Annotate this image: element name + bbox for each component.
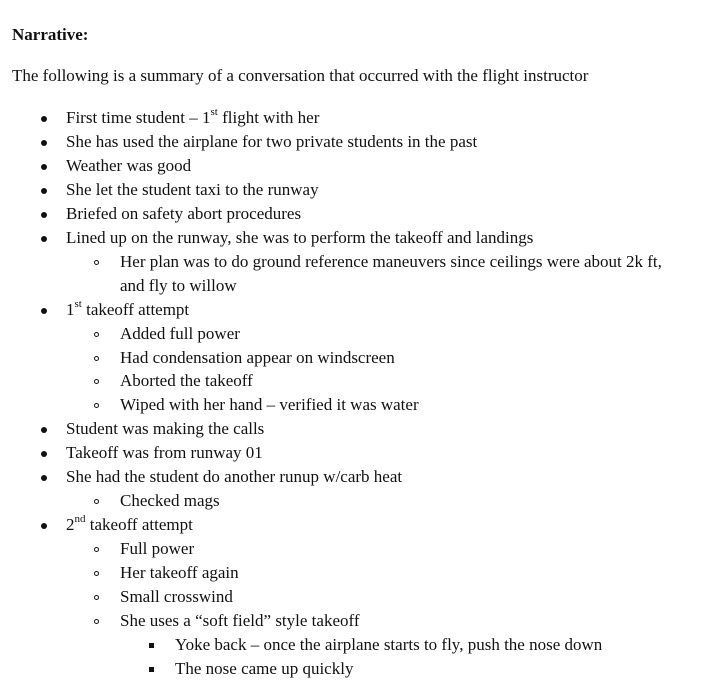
list-item-text: Student was making the calls	[66, 419, 265, 439]
list-item	[120, 252, 662, 272]
list-item	[120, 539, 194, 559]
list-item	[120, 371, 253, 391]
list-item	[120, 611, 360, 631]
list-item-text: Lined up on the runway, she was to perform the takeoff and landings	[66, 227, 534, 247]
list-item	[66, 443, 263, 463]
bullet-icon	[41, 236, 47, 242]
list-item-text: 1	[66, 299, 75, 319]
ordinal-suffix: st	[210, 106, 218, 119]
list-item-text-rest: flight with her	[217, 108, 320, 127]
bullet-icon	[41, 451, 47, 457]
list-item-text: Added full power	[120, 323, 240, 343]
list-item	[66, 467, 402, 487]
list-item-text: Small crosswind	[120, 587, 233, 606]
list-item-text-rest: takeoff attempt	[81, 299, 190, 319]
list-item	[66, 419, 264, 439]
list-item	[66, 156, 191, 176]
list-item-text: Had condensation appear on windscreen	[120, 347, 395, 367]
list-item	[120, 348, 395, 368]
list-item-text: Weather was good	[66, 155, 192, 175]
bullet-icon	[41, 164, 47, 170]
bullet-icon	[41, 475, 47, 481]
narrative-heading: Narrative:	[12, 25, 89, 44]
sub-bullet-icon	[94, 619, 99, 624]
list-item-text: and fly to willow	[120, 275, 237, 295]
list-item-text: Full power	[120, 539, 195, 559]
list-item	[66, 515, 193, 535]
sub-bullet-icon	[94, 595, 99, 600]
list-item	[66, 180, 319, 200]
sub-bullet-icon	[94, 547, 99, 552]
sub-bullet-icon	[94, 332, 99, 337]
intro-paragraph: The following is a summary of a conversation that occurred with the flight instructor	[12, 66, 589, 85]
sub-bullet-icon	[94, 499, 99, 504]
list-item	[66, 204, 301, 224]
ordinal-suffix: st	[74, 297, 82, 310]
list-item-text-rest: takeoff attempt	[85, 515, 193, 535]
list-item-text: Checked mags	[120, 491, 220, 511]
list-item-text: Her plan was to do ground reference maneuvers since ceilings were about 2k ft,	[120, 251, 662, 271]
square-bullet-icon	[149, 667, 154, 672]
list-item-text: Aborted the takeoff	[120, 371, 253, 391]
list-item	[120, 324, 240, 344]
ordinal-suffix: nd	[74, 513, 86, 526]
list-item	[66, 132, 477, 152]
sub-bullet-icon	[94, 571, 99, 576]
list-item-text: She let the student taxi to the runway	[66, 179, 319, 199]
list-item-text: Yoke back – once the airplane starts to fly, push the nose down	[175, 634, 603, 654]
sub-bullet-icon	[94, 403, 99, 408]
list-item-text: Briefed on safety abort procedures	[66, 203, 302, 223]
list-item-text: She uses a “soft field” style takeoff	[120, 610, 360, 630]
list-item	[175, 635, 602, 655]
sub-bullet-icon	[94, 379, 99, 384]
list-item-text: She has used the airplane for two private students in the past	[66, 131, 478, 151]
bullet-icon	[41, 212, 47, 218]
list-item	[120, 563, 239, 583]
list-item-text: She had the student do another runup w/carb heat	[66, 467, 403, 487]
list-item-text: Takeoff was from runway 01	[66, 443, 263, 463]
list-item	[66, 108, 319, 128]
list-item-text: First time student – 1	[66, 108, 211, 127]
list-item-text: Her takeoff again	[120, 563, 239, 583]
bullet-icon	[41, 116, 47, 122]
bullet-icon	[41, 427, 47, 433]
list-item	[120, 276, 237, 296]
sub-bullet-icon	[94, 260, 99, 265]
list-item	[66, 228, 533, 248]
list-item	[66, 297, 190, 320]
bullet-icon	[41, 140, 47, 146]
list-item-text: 2	[66, 515, 75, 535]
list-item-text: Wiped with her hand – verified it was water	[120, 395, 419, 415]
bullet-icon	[41, 523, 47, 529]
bullet-icon	[41, 188, 47, 194]
sub-bullet-icon	[94, 356, 99, 361]
list-item	[175, 659, 353, 679]
list-item	[120, 491, 220, 511]
list-item	[120, 587, 233, 607]
square-bullet-icon	[149, 643, 154, 648]
list-item	[120, 395, 419, 415]
list-item-text: The nose came up quickly	[175, 658, 354, 678]
bullet-icon	[41, 308, 47, 314]
